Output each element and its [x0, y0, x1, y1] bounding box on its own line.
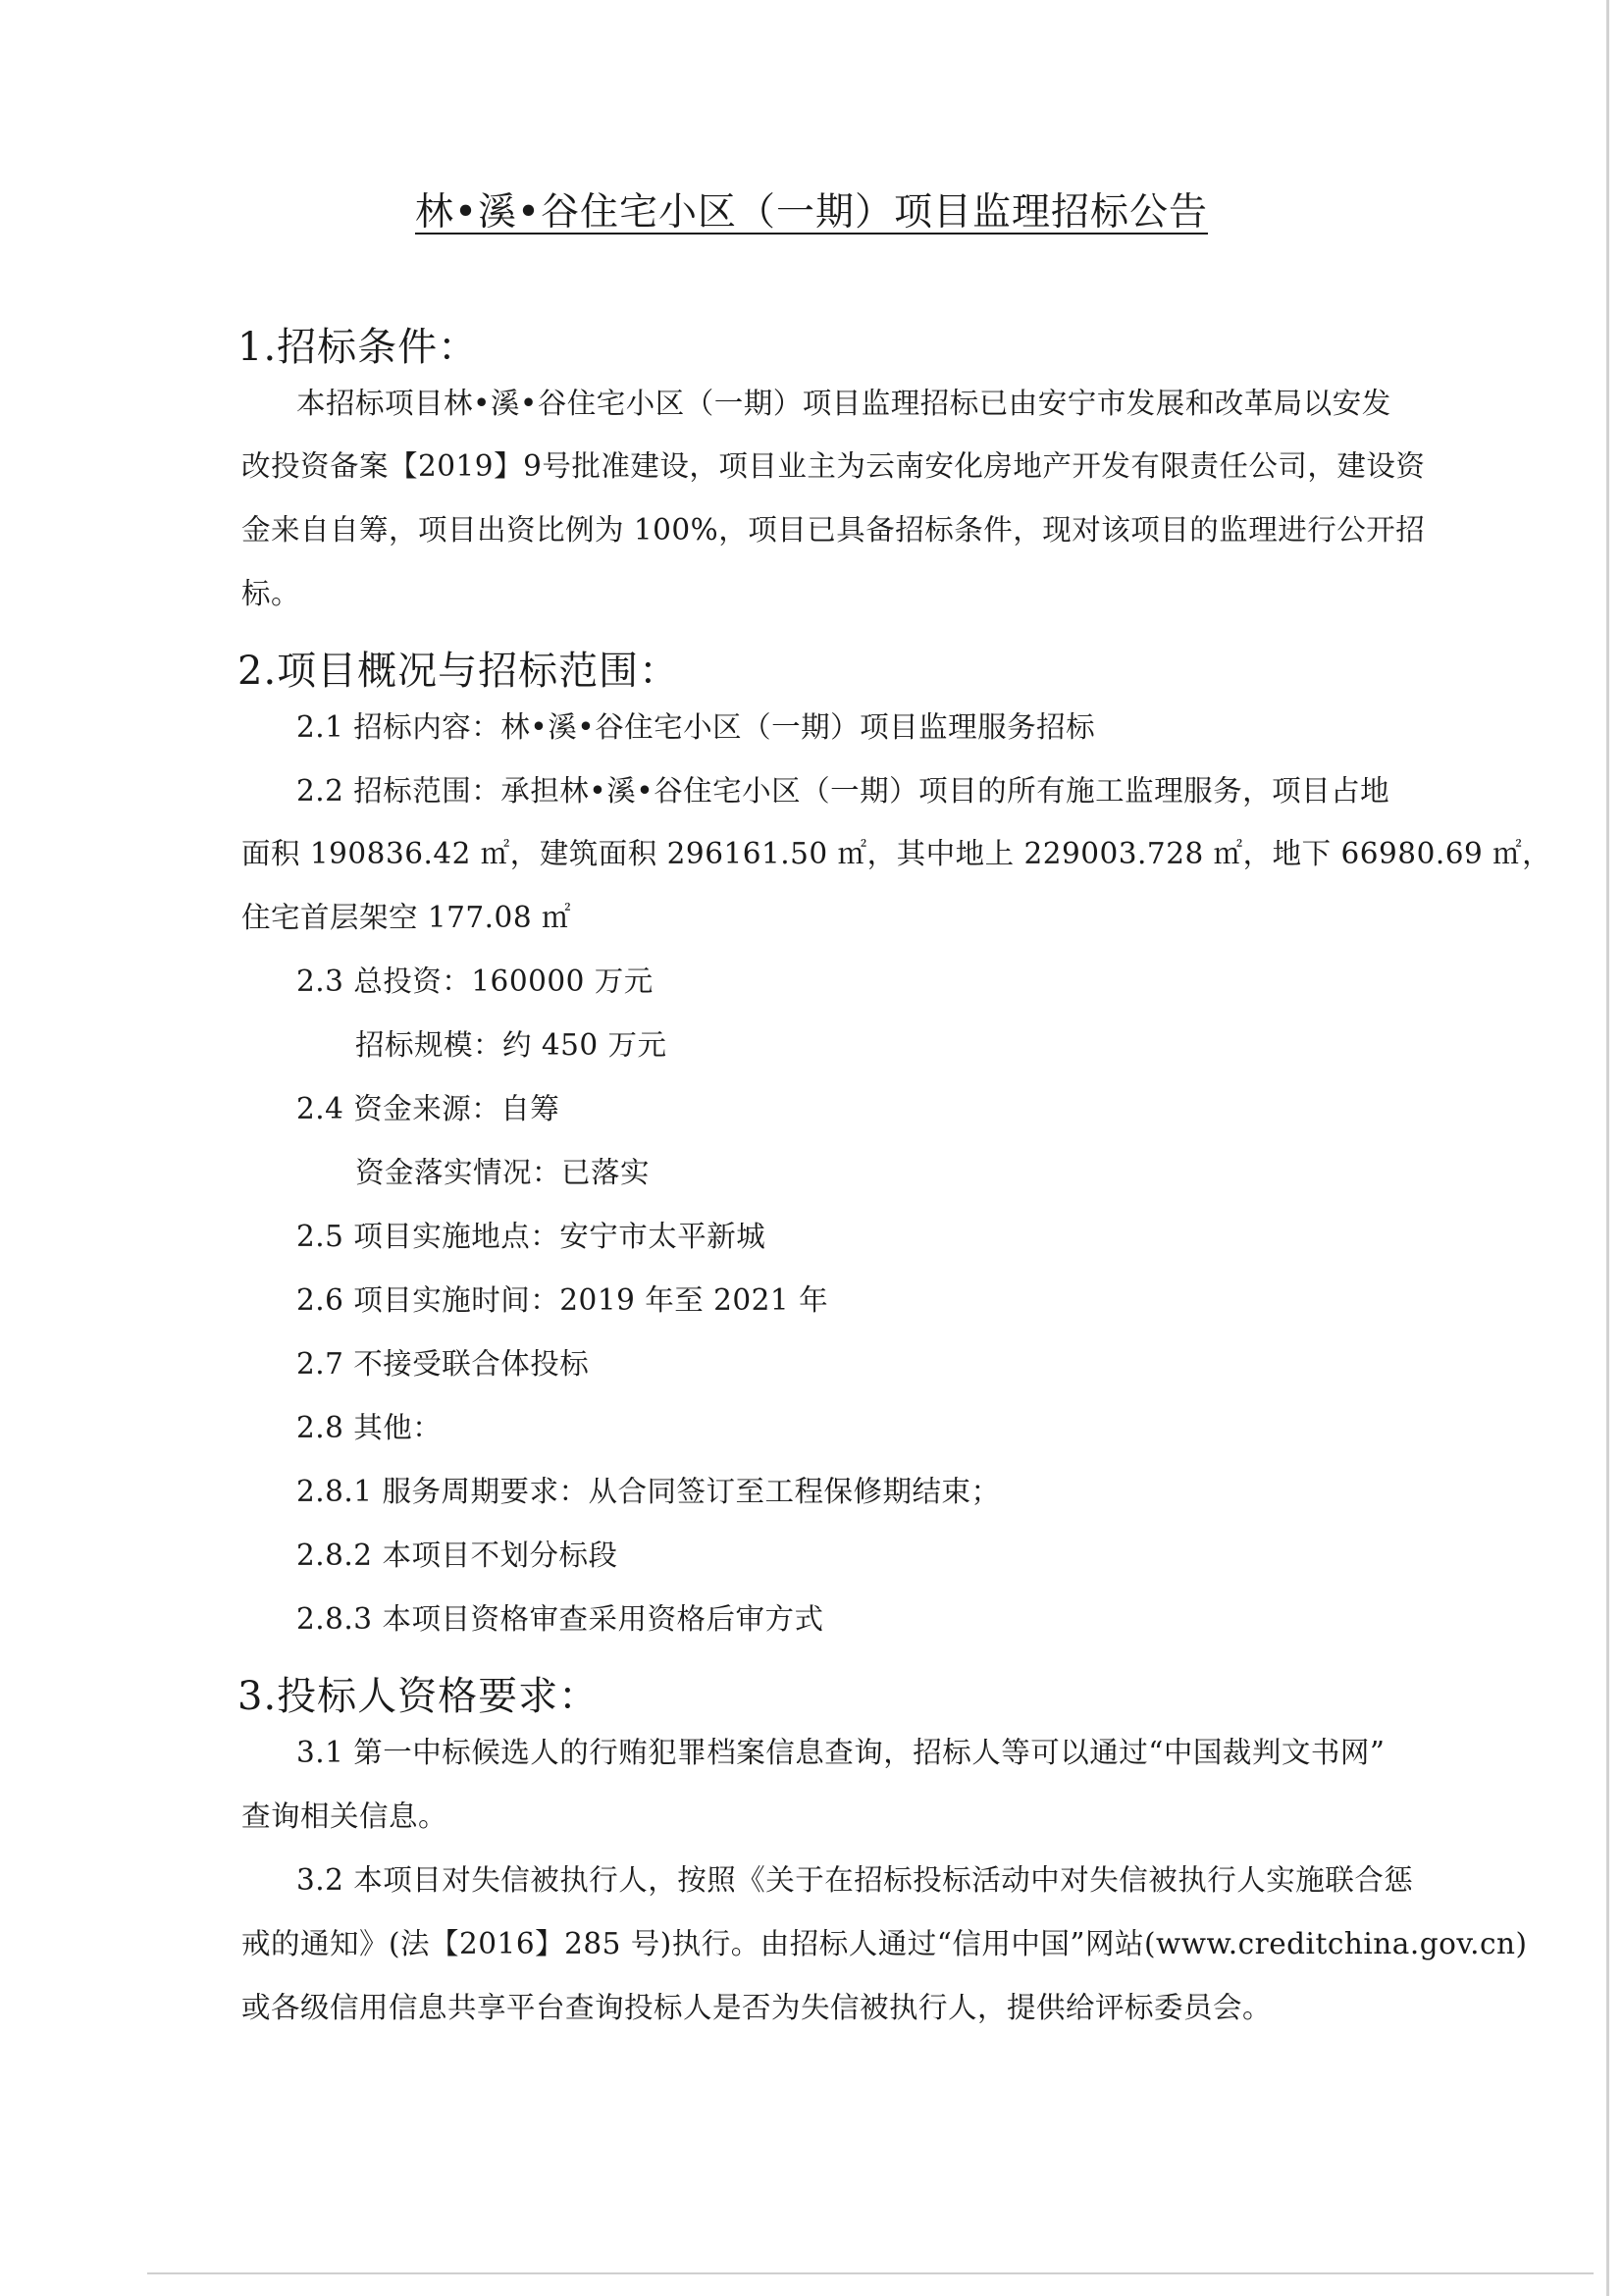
- item-3-1: 3.1 第一中标候选人的行贿犯罪档案信息查询，招标人等可以通过“中国裁判文书网”: [296, 1736, 1386, 1769]
- item-2-7: 2.7 不接受联合体投标: [296, 1347, 590, 1381]
- item-2-8-3: 2.8.3 本项目资格审查采用资格后审方式: [296, 1602, 824, 1636]
- page-title-text: 林•溪•谷住宅小区（一期）项目监理招标公告: [414, 190, 1208, 235]
- item-2-8-2: 2.8.2 本项目不划分标段: [296, 1539, 618, 1572]
- item-2-1: 2.1 招标内容：林•溪•谷住宅小区（一期）项目监理服务招标: [296, 710, 1096, 744]
- paragraph-line: 本招标项目林•溪•谷住宅小区（一期）项目监理招标已由安宁市发展和改革局以安发: [296, 387, 1391, 420]
- item-2-6: 2.6 项目实施时间：2019 年至 2021 年: [296, 1283, 829, 1317]
- scan-edge-bottom: [147, 2272, 1594, 2274]
- item-3-2-cont: 或各级信用信息共享平台查询投标人是否为失信被执行人，提供给评标委员会。: [241, 1991, 1273, 2024]
- item-3-2-cont: 戒的通知》(法【2016】285 号)执行。由招标人通过“信用中国”网站(www.creditchina.gov.cn): [241, 1927, 1528, 1960]
- item-2-4-status: 资金落实情况：已落实: [355, 1156, 651, 1189]
- section-heading-1: 1.招标条件：: [237, 325, 479, 370]
- page-title: [0, 182, 1623, 236]
- item-2-2-cont: 面积 190836.42 ㎡，建筑面积 296161.50 ㎡，其中地上 229003.728 ㎡，地下 66980.69 ㎡，: [241, 837, 1552, 870]
- section-heading-2: 2.项目概况与招标范围：: [237, 649, 680, 694]
- item-2-8: 2.8 其他：: [296, 1411, 443, 1444]
- item-3-1-cont: 查询相关信息。: [241, 1800, 448, 1833]
- item-2-3-scale: 招标规模：约 450 万元: [355, 1028, 667, 1062]
- paragraph-line: 标。: [241, 577, 301, 610]
- item-2-3: 2.3 总投资：160000 万元: [296, 965, 654, 998]
- paragraph-line: 金来自自筹，项目出资比例为 100%，项目已具备招标条件，现对该项目的监理进行公开招: [241, 513, 1426, 547]
- section-heading-3: 3.投标人资格要求：: [237, 1674, 600, 1719]
- scan-edge-right: [1606, 0, 1609, 2296]
- item-2-2: 2.2 招标范围：承担林•溪•谷住宅小区（一期）项目的所有施工监理服务，项目占地: [296, 774, 1390, 808]
- item-2-8-1: 2.8.1 服务周期要求：从合同签订至工程保修期结束；: [296, 1475, 1001, 1508]
- item-2-5: 2.5 项目实施地点：安宁市太平新城: [296, 1220, 766, 1253]
- item-2-4: 2.4 资金来源：自筹: [296, 1092, 560, 1125]
- item-3-2: 3.2 本项目对失信被执行人，按照《关于在招标投标活动中对失信被执行人实施联合惩: [296, 1863, 1414, 1897]
- paragraph-line: 改投资备案【2019】9号批准建设，项目业主为云南安化房地产开发有限责任公司，建设资: [241, 449, 1426, 483]
- item-2-2-cont: 住宅首层架空 177.08 ㎡: [241, 901, 571, 934]
